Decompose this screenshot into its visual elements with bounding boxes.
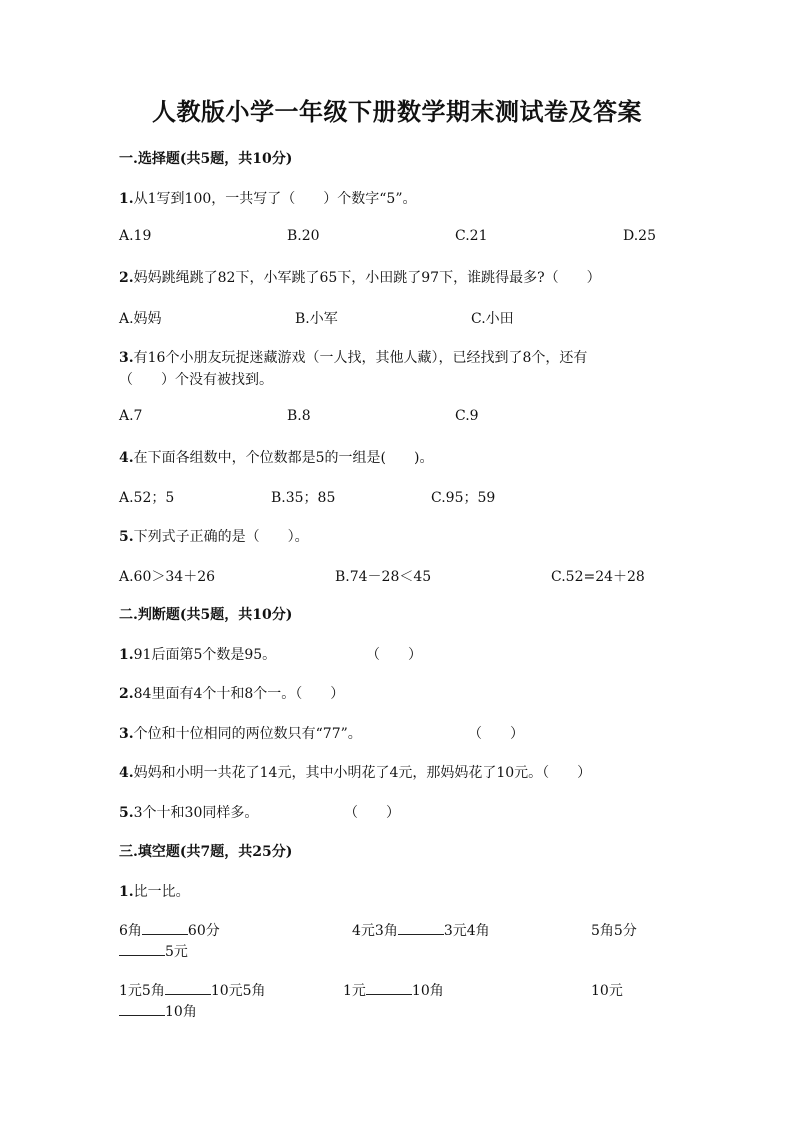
choice-question-5 <box>119 526 309 546</box>
choice-question-1 <box>119 188 416 208</box>
option-b: B.74－28＜45 <box>335 569 432 585</box>
compare-item <box>352 920 490 940</box>
option-c: C.52=24＋28 <box>551 569 645 585</box>
compare-left: 5角5分 <box>591 923 637 939</box>
judge-question-5 <box>119 802 258 822</box>
judge-question-4 <box>119 762 591 782</box>
answer-parentheses: （ ） <box>366 647 422 663</box>
judge-question-1 <box>119 644 276 664</box>
question-number: 1. <box>119 647 134 663</box>
compare-left: 6角 <box>119 923 142 939</box>
question-text: 个位和十位相同的两位数只有“77”。 <box>133 726 362 742</box>
question-number: 3. <box>119 350 134 366</box>
answer-blank <box>119 1014 165 1016</box>
choice-question-3 <box>119 347 587 367</box>
option-d: D.25 <box>623 228 656 244</box>
option-a: A.52；5 <box>119 490 175 506</box>
compare-right: 3元4角 <box>443 923 490 939</box>
choice-question-2 <box>119 267 601 287</box>
compare-right: 10元5角 <box>210 983 266 999</box>
answer-blank <box>119 954 165 956</box>
option-a: A.60＞34＋26 <box>119 569 216 585</box>
option-a: A.妈妈 <box>119 311 162 327</box>
question-number: 1. <box>119 191 134 207</box>
question-text: 3个十和30同样多。 <box>133 805 259 821</box>
compare-right: 5元 <box>165 944 188 960</box>
answer-blank <box>366 993 412 995</box>
option-c: C.小田 <box>471 311 514 327</box>
fill-question-1 <box>119 881 190 901</box>
choice-question-3-continued: （ ）个没有被找到。 <box>119 372 273 388</box>
question-text: 从1写到100，一共写了（ ）个数字“5”。 <box>133 191 417 207</box>
question-number: 2. <box>119 270 134 286</box>
question-number: 5. <box>119 805 134 821</box>
compare-right: 60分 <box>187 923 220 939</box>
compare-left: 10元 <box>591 983 623 999</box>
question-text: 84里面有4个十和8个一。（ ） <box>133 686 345 702</box>
compare-right: 10角 <box>165 1004 197 1020</box>
question-text: 妈妈和小明一共花了14元，其中小明花了4元，那妈妈花了10元。（ ） <box>133 765 592 781</box>
compare-item <box>119 941 188 961</box>
question-number: 2. <box>119 686 134 702</box>
option-c: C.95；59 <box>431 490 496 506</box>
compare-item <box>343 980 444 1000</box>
answer-blank <box>142 933 188 935</box>
question-number: 4. <box>119 765 134 781</box>
option-b: B.35；85 <box>271 490 336 506</box>
question-number: 5. <box>119 529 134 545</box>
compare-item <box>119 980 266 1000</box>
section-heading-judge: 二.判断题(共5题，共10分) <box>119 607 293 623</box>
question-text: 91后面第5个数是95。 <box>133 647 277 663</box>
compare-item <box>119 1001 197 1021</box>
section-heading-choice: 一.选择题(共5题，共10分) <box>119 151 293 167</box>
judge-question-3 <box>119 723 362 743</box>
choice-question-4 <box>119 447 433 467</box>
page-title: 人教版小学一年级下册数学期末测试卷及答案 <box>152 97 642 126</box>
question-number: 4. <box>119 450 134 466</box>
option-b: B.小军 <box>295 311 338 327</box>
section-heading-fill: 三.填空题(共7题，共25分) <box>119 844 293 860</box>
compare-left: 1元 <box>343 983 366 999</box>
option-c: C.9 <box>455 408 479 424</box>
answer-parentheses: （ ） <box>344 805 400 821</box>
question-text: 在下面各组数中，个位数都是5的一组是( )。 <box>133 450 434 466</box>
compare-item <box>119 920 220 940</box>
question-text: 有16个小朋友玩捉迷藏游戏（一人找，其他人藏），已经找到了8个，还有 <box>133 350 588 366</box>
question-text: 下列式子正确的是（ ）。 <box>133 529 309 545</box>
judge-question-2 <box>119 683 344 703</box>
option-b: B.8 <box>287 408 311 424</box>
compare-left: 1元5角 <box>119 983 165 999</box>
question-number: 1. <box>119 884 134 900</box>
compare-right: 10角 <box>411 983 444 999</box>
option-a: A.7 <box>119 408 143 424</box>
question-text: 妈妈跳绳跳了82下，小军跳了65下，小田跳了97下，谁跳得最多?（ ） <box>133 270 601 286</box>
compare-left: 4元3角 <box>352 923 398 939</box>
option-a: A.19 <box>119 228 152 244</box>
question-number: 3. <box>119 726 134 742</box>
option-c: C.21 <box>455 228 488 244</box>
answer-blank <box>165 993 211 995</box>
answer-blank <box>398 933 444 935</box>
question-text: 比一比。 <box>133 884 190 900</box>
option-b: B.20 <box>287 228 320 244</box>
answer-parentheses: （ ） <box>468 726 524 742</box>
